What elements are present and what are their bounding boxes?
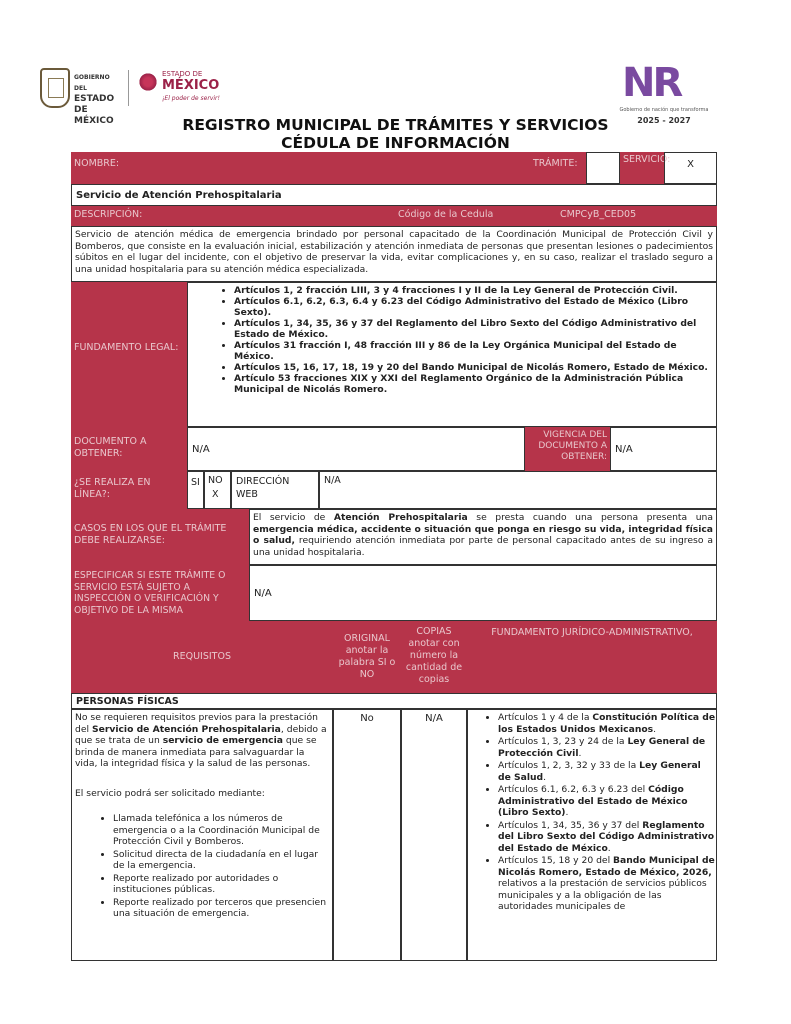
casos-text: se presta cuando una persona presenta una (467, 512, 713, 523)
fund-text: Artículos 1, 2, 3, 32 y 33 de la (498, 760, 640, 771)
no-label: NO (208, 475, 223, 486)
vigencia-value: N/A (610, 427, 717, 471)
fundamento-item: • Artículos 31 fracción I, 48 fracción III y 86 de la Ley Orgánica Municipal del Estado de México. (234, 340, 716, 362)
casos-value (249, 509, 717, 565)
gob-logo-line1: GOBIERNO DEL (74, 74, 110, 92)
fundamento-list (188, 285, 716, 395)
casos-text: requiriendo atención inmediata por parte de personal capacitado antes de su ingreso a una unidad hospitalaria. (253, 535, 713, 558)
edo-logo-line3: ¡El poder de servir! (162, 95, 220, 102)
descripcion-label: DESCRIPCIÓN: (71, 206, 395, 226)
documento-label: DOCUMENTO A OBTENER: (71, 427, 187, 471)
fund-text: . (607, 842, 611, 854)
col-original: ORIGINAL anotar la palabra SI o NO (333, 621, 401, 693)
fundamento-juridico-list (468, 712, 716, 913)
fundamento-item: • Artículo 53 fracciones XIX y XXI del Reglamento Orgánico de la Administración Pública Municipal de Nicolás Romero. (234, 373, 716, 395)
gob-logo-line3: MÉXICO (74, 116, 114, 126)
fund-text: . (578, 747, 582, 759)
direccion-value: N/A (319, 471, 717, 509)
medio-item: • Llamada telefónica a los números de emergencia o a la Coordinación Municipal de Protección Civil y Bomberos. (113, 813, 329, 848)
fund-bold: Constitución Política de los Estados Unidos Mexicanos (498, 712, 716, 735)
fund-item (498, 760, 716, 783)
fund-text: Artículos 1, 34, 35, 36 y 37 del (498, 819, 643, 831)
copias-value: N/A (401, 709, 467, 961)
gob-logo-line2: ESTADO DE (74, 94, 115, 115)
linea-label: ¿SE REALIZA EN LÍNEA?: (71, 471, 187, 509)
page-title: REGISTRO MUNICIPAL DE TRÁMITES Y SERVICIOS (182, 116, 609, 134)
fund-item (498, 736, 716, 759)
fundamento-item: • Artículos 1, 34, 35, 36 y 37 del Reglamento del Libro Sexto del Código Administrativo del Estado de México. (234, 318, 716, 340)
fund-bold: Reglamento del Libro Sexto del Código Administrativo del Estado de México (498, 819, 715, 854)
gobierno-estado-mexico-logo (40, 68, 124, 126)
medios-list (75, 813, 329, 920)
fundamento-label: FUNDAMENTO LEGAL: (71, 282, 187, 427)
casos-bold: emergencia médica, accidente o situación que ponga en riesgo su vida, integridad física o salud, (253, 523, 713, 546)
fund-text: Artículos 1, 3, 23 y 24 de la (498, 736, 628, 747)
solicitado-text: El servicio podrá ser solicitado mediante: (75, 787, 265, 799)
fundamento-juridico-cell (467, 709, 717, 961)
servicio-label: SERVICIO: (620, 152, 664, 184)
nr-logo-years: 2025 - 2027 (637, 116, 691, 125)
fund-text: Artículos 6.1, 6.2, 6.3 y 6.23 del (498, 784, 649, 795)
fundamento-item: • Artículos 6.1, 6.2, 6.3, 6.4 y 6.23 del Código Administrativo del Estado de México (Libro Sexto). (234, 296, 716, 318)
no-option[interactable] (204, 471, 231, 509)
medio-item: • Reporte realizado por autoridades o instituciones públicas. (113, 873, 329, 896)
nombre-value: Servicio de Atención Prehospitalaria (71, 184, 717, 206)
fund-bold: Ley General de Protección Civil (498, 736, 706, 759)
codigo-value: CMPCyB_CED05 (557, 206, 717, 226)
col-requisitos: REQUISITOS (71, 621, 333, 693)
tramite-checkbox[interactable] (586, 152, 620, 184)
fundamento-list-container (187, 282, 717, 427)
fund-text: relativos a la prestación de servicios públicos municipales y a la obligación de las autoridades municipales de (498, 878, 707, 912)
tramite-label: TRÁMITE: (530, 152, 586, 184)
medio-item: • Reporte realizado por terceros que presencien una situación de emergencia. (113, 897, 329, 920)
casos-bold: Atención Prehospitalaria (333, 512, 468, 523)
header-divider (128, 70, 129, 106)
section-personas-fisicas: PERSONAS FÍSICAS (71, 693, 717, 709)
fund-item (498, 820, 716, 855)
servicio-checkbox[interactable]: X (664, 152, 717, 184)
requisitos-cell (71, 709, 333, 961)
medio-item: • Solicitud directa de la ciudadanía en el lugar de la emergencia. (113, 849, 329, 872)
vigencia-label: VIGENCIA DEL DOCUMENTO A OBTENER: (525, 427, 610, 471)
fund-text: . (653, 723, 657, 735)
descripcion-value: Servicio de atención médica de emergencia brindado por personal capacitado de la Coordinación Municipal de Protección Civil y Bomberos, que consiste en la evaluación inicial, estabilización y atención inmediata de personas que presentan lesiones o padecimientos súbitos en el lugar del incidente, con el objetivo de preservar la vida, evitar complicaciones y, en su caso, realizar el traslado seguro a una unidad hospitalaria para su atención médica especializada. (71, 226, 717, 282)
no-mark: X (212, 489, 219, 500)
col-copias: COPIAS anotar con número la cantidad de copias (401, 621, 467, 693)
si-option[interactable]: SI (187, 471, 204, 509)
intro-text: , debido a que se trata de un (75, 723, 327, 746)
page-subtitle: CÉDULA DE INFORMACIÓN (281, 134, 510, 152)
fundamento-item: • Artículos 15, 16, 17, 18, 19 y 20 del Bando Municipal de Nicolás Romero, Estado de México. (234, 362, 716, 373)
original-value: No (333, 709, 401, 961)
casos-text: El servicio de (253, 512, 334, 523)
fund-bold: Bando Municipal de Nicolás Romero, Estado de México, 2026, (498, 855, 715, 878)
nombre-label: NOMBRE: (71, 152, 530, 184)
fund-text: . (543, 771, 547, 783)
fund-text: Artículos 15, 18 y 20 del (498, 855, 614, 866)
col-fundamento: FUNDAMENTO JURÍDICO-ADMINISTRATIVO, (467, 621, 717, 693)
direccion-label: DIRECCIÓN WEB (231, 471, 319, 509)
fundamento-item: • Artículos 1, 2 fracción LIII, 3 y 4 fracciones I y II de la Ley General de Protección Civil. (234, 285, 716, 296)
fund-item (498, 784, 716, 819)
intro-text: que se brinda de manera inmediata para salvaguardar la vida, la integridad física y la salud de las personas. (75, 735, 317, 769)
fund-item (498, 855, 716, 913)
flower-icon (138, 72, 158, 92)
fund-text: Artículos 1 y 4 de la (498, 712, 593, 723)
coat-of-arms-icon (40, 68, 70, 108)
fund-item (498, 712, 716, 735)
estado-de-mexico-logo (136, 68, 226, 108)
requisitos-intro (75, 712, 329, 770)
nr-logo-tagline: Gobierno de nación que transforma (619, 107, 709, 113)
documento-value: N/A (187, 427, 525, 471)
inspeccion-label: ESPECIFICAR SI ESTE TRÁMITE O SERVICIO ESTÁ SUJETO A INSPECCIÓN O VERIFICACIÓN Y OBJETIVO DE LA MISMA (71, 565, 249, 621)
edo-logo-line1: ESTADO DE (162, 70, 203, 78)
fund-text: . (565, 807, 569, 818)
intro-bold: Servicio de Atención Prehospitalaria (91, 723, 281, 735)
codigo-label: Código de la Cedula (395, 206, 557, 226)
inspeccion-value: N/A (249, 565, 717, 621)
intro-text: No se requieren requisitos previos para la prestación del (75, 712, 318, 735)
edo-logo-line2: MÉXICO (162, 78, 220, 93)
fund-bold: Código Administrativo del Estado de México (Libro Sexto) (498, 784, 688, 818)
fund-bold: Ley General de Salud (498, 760, 701, 783)
casos-label: CASOS EN LOS QUE EL TRÁMITE DEBE REALIZARSE: (71, 509, 249, 565)
nr-logo-mark: NR (622, 60, 681, 106)
intro-bold: servicio de emergencia (162, 735, 283, 746)
